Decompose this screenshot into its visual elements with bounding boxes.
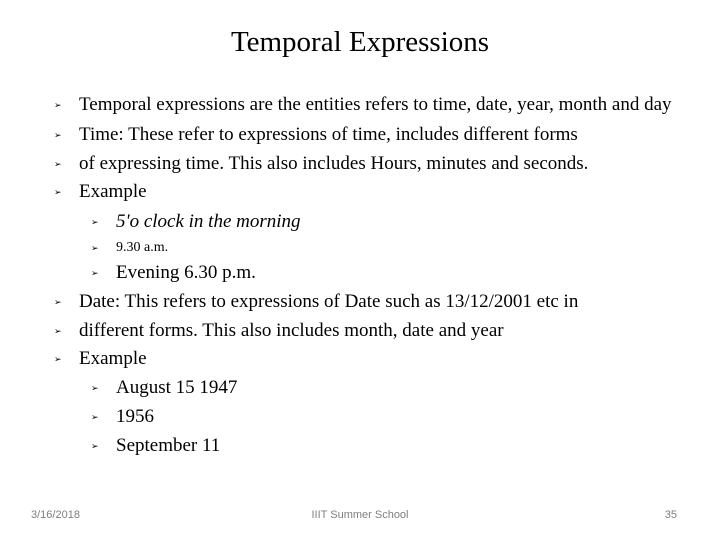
bullet-item	[54, 124, 578, 146]
page-number: 35	[664, 509, 677, 521]
footer-title: IIIT Summer School	[311, 509, 409, 521]
sub-bullet-item	[91, 239, 169, 257]
arrow-bullet-icon: ➢	[91, 384, 99, 394]
bullet-text: 1956	[116, 406, 154, 427]
bullet-text: 9.30 a.m.	[116, 240, 169, 255]
arrow-bullet-icon: ➢	[91, 244, 99, 254]
arrow-bullet-icon: ➢	[91, 269, 99, 279]
arrow-bullet-icon: ➢	[54, 160, 62, 170]
bullet-text: Date: This refers to expressions of Date such as 13/12/2001 etc in	[79, 291, 579, 312]
bullet-text: different forms. This also includes month, date and year	[79, 320, 504, 341]
arrow-bullet-icon: ➢	[91, 218, 99, 228]
arrow-bullet-icon: ➢	[54, 131, 62, 141]
bullet-text: Example	[79, 348, 147, 369]
bullet-item	[54, 153, 589, 175]
arrow-bullet-icon: ➢	[54, 188, 62, 198]
bullet-item	[54, 94, 672, 116]
slide-title: Temporal Expressions	[230, 26, 490, 58]
bullet-text: Temporal expressions are the entities refers to time, date, year, month and day	[79, 94, 672, 115]
sub-bullet-item	[91, 377, 238, 399]
arrow-bullet-icon: ➢	[91, 442, 99, 452]
bullet-text: Example	[79, 181, 147, 202]
bullet-item	[54, 348, 147, 370]
arrow-bullet-icon: ➢	[54, 298, 62, 308]
arrow-bullet-icon: ➢	[54, 327, 62, 337]
bullet-text: September 11	[116, 435, 221, 456]
bullet-text: of expressing time. This also includes Hours, minutes and seconds.	[79, 153, 589, 174]
bullet-text: Evening 6.30 p.m.	[116, 262, 256, 283]
arrow-bullet-icon: ➢	[54, 101, 62, 111]
bullet-item	[54, 291, 579, 313]
sub-bullet-item	[91, 211, 301, 233]
sub-bullet-item	[91, 262, 256, 284]
bullet-text: 5'o clock in the morning	[116, 211, 301, 232]
arrow-bullet-icon: ➢	[91, 413, 99, 423]
bullet-text: Time: These refer to expressions of time, includes different forms	[79, 124, 578, 145]
sub-bullet-item	[91, 435, 221, 457]
bullet-text: August 15 1947	[116, 377, 238, 398]
sub-bullet-item	[91, 406, 154, 428]
bullet-item	[54, 181, 147, 203]
bullet-item	[54, 320, 504, 342]
arrow-bullet-icon: ➢	[54, 355, 62, 365]
footer-date: 3/16/2018	[31, 509, 80, 521]
